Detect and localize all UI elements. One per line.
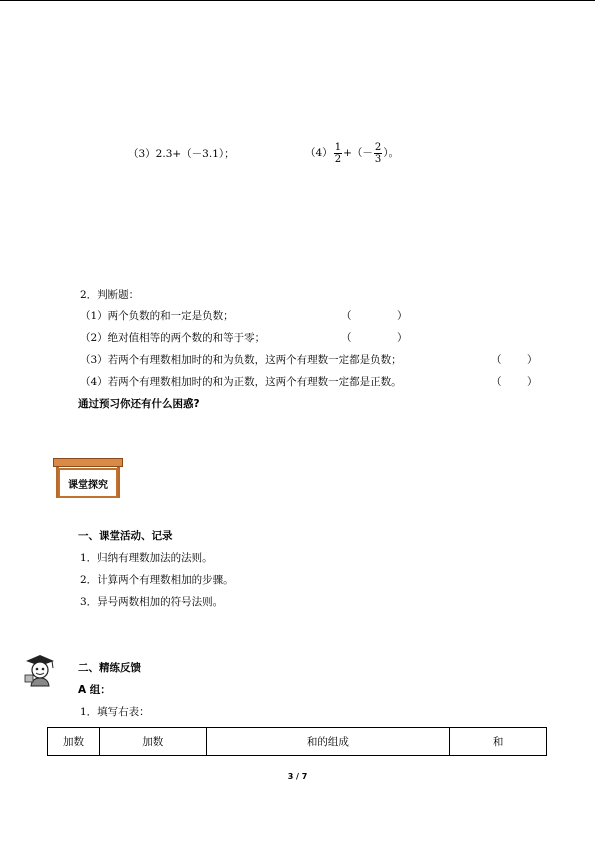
paren-close: ） — [527, 354, 538, 366]
student-mascot-icon — [22, 653, 58, 687]
judge-answer-4[interactable] — [491, 375, 538, 389]
judge-answer-1[interactable] — [341, 309, 408, 323]
judge-answer-3[interactable] — [491, 353, 538, 367]
exercise-item-4-suffix: ）。 — [383, 147, 399, 159]
judge-item-2: （2）绝对值相等的两个数的和等于零； — [80, 332, 266, 344]
paren-open: （ — [341, 332, 352, 344]
table-header-addend-1: 加数 — [48, 728, 100, 756]
fraction-two-thirds — [374, 142, 382, 165]
paren-close: ） — [397, 332, 408, 344]
fraction-numerator: 2 — [374, 141, 382, 153]
fraction-denominator: 2 — [334, 153, 342, 165]
exercise-item-4 — [305, 140, 399, 166]
addition-table — [47, 727, 547, 756]
section1-item-2: 2．计算两个有理数相加的步骤。 — [80, 574, 234, 586]
fraction-denominator: 3 — [374, 153, 382, 165]
paren-open: （ — [341, 310, 352, 322]
paren-close: ） — [397, 310, 408, 322]
section1-item-3: 3．异号两数相加的符号法则。 — [80, 596, 224, 608]
table-header-sum-composition: 和的组成 — [206, 728, 449, 756]
table-header-row — [48, 728, 547, 756]
judge-item-4: （4）若两个有理数相加时的和为正数，这两个有理数一定都是正数。 — [80, 376, 402, 388]
table-header-sum: 和 — [450, 728, 547, 756]
section1-title: 一、课堂活动、记录 — [78, 530, 173, 542]
fraction-numerator: 1 — [334, 141, 342, 153]
exercise-item-4-prefix: （4） — [305, 147, 333, 159]
section2-title: 二、精练反馈 — [78, 662, 141, 674]
preview-question: 通过预习你还有什么困惑? — [78, 398, 200, 410]
top-rule — [0, 0, 595, 1]
judge-answer-2[interactable] — [341, 331, 408, 345]
page-number: 3 / 7 — [287, 772, 308, 781]
judge-title: 2．判断题： — [80, 289, 140, 301]
judge-item-1: （1）两个负数的和一定是负数； — [80, 310, 234, 322]
section2-item-1: 1．填写右表： — [80, 706, 150, 718]
judge-item-3: （3）若两个有理数相加时的和为负数，这两个有理数一定都是负数； — [80, 354, 402, 366]
section1-item-1: 1．归纳有理数加法的法则。 — [80, 552, 213, 564]
paren-open: （ — [491, 376, 502, 388]
paren-close: ） — [527, 376, 538, 388]
paren-open: （ — [491, 354, 502, 366]
badge-roof — [53, 458, 123, 467]
table-header-addend-2: 加数 — [99, 728, 206, 756]
group-a-label: A 组： — [78, 684, 111, 696]
section-badge — [53, 458, 123, 500]
badge-label: 课堂探究 — [58, 468, 118, 498]
exercise-item-4-mid: +（－ — [343, 147, 373, 159]
fraction-one-half — [334, 142, 342, 165]
exercise-item-3: （3）2.3+（－3.1）； — [128, 148, 235, 160]
